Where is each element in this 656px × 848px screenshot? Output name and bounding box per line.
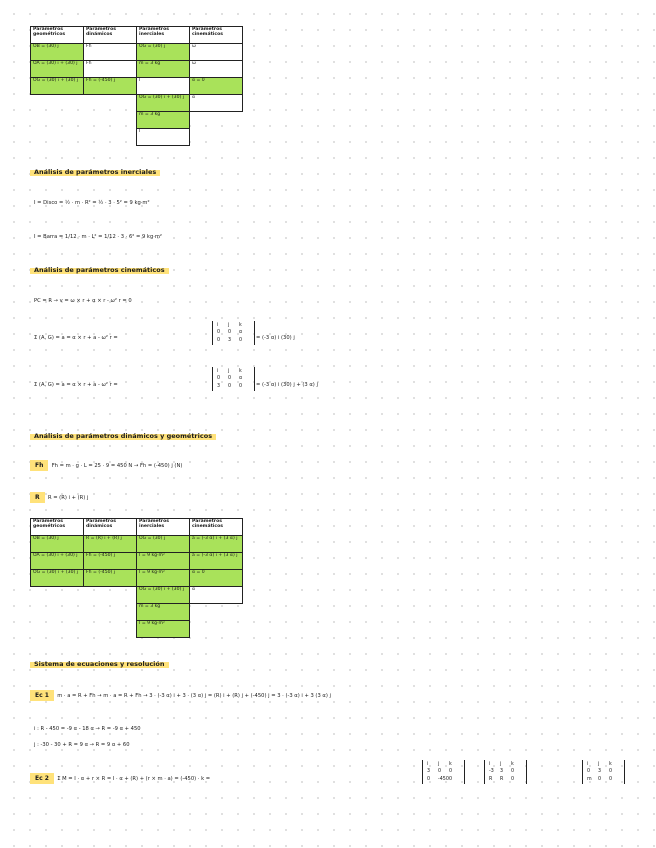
empty-cell xyxy=(31,604,84,621)
matrix-system-1: i j k 3 0 0 0 -4500 xyxy=(422,760,465,784)
table-cell: OB = (30) j xyxy=(31,536,84,553)
table-header: Parámetros geométricos xyxy=(31,519,84,536)
table-cell: OG = (30) i + (30) j xyxy=(31,78,84,95)
table-cell: I = 9 kg·m² xyxy=(137,553,190,570)
equation-system-1-text: m · a = R + Fh → m · a = R + Fh → 3 · (-3 α) i + 3 · (3 α) j = (R) i + (R) j + (-450) j = 3 · (-3 α) i + 3 (3 α) j xyxy=(57,693,331,699)
table-header: Parámetros dinámicos xyxy=(84,519,137,536)
section-title-kinematic: Análisis de parámetros cinemáticos xyxy=(30,264,169,276)
empty-cell xyxy=(190,112,243,129)
table-cell: OA = (30) i + (30) j xyxy=(31,553,84,570)
table-cell: OB = (30) j xyxy=(31,44,84,61)
equation-kinematic-2-result: = (-3 α) i (30) j xyxy=(256,335,295,341)
table-header: Parámetros geométricos xyxy=(31,27,84,44)
reaction-label: R xyxy=(30,492,45,503)
table-header: Parámetros dinámicos xyxy=(84,27,137,44)
table-cell: α = 0 xyxy=(190,78,243,95)
table-cell: a = (-3 α) i + (3 α) j xyxy=(190,536,243,553)
equation-i-component: i : R - 450 = -9 α - 18 α → R = -9 α + 450 xyxy=(34,726,141,732)
table-cell: a = (-3 α) i + (3 α) j xyxy=(190,553,243,570)
equation-system-2-text: Σ M = I · α + r × R = I · α + (R) + (r × m · a) = (-450) · k = xyxy=(57,776,211,782)
equation-1-label: Ec 1 xyxy=(30,690,54,701)
equation-inertial-1: I = Disco = ½ · m · R² = ½ · 3 · 5² = 9 kg·m² xyxy=(34,200,150,206)
table-cell: Fh = (-450) j xyxy=(84,570,137,587)
table-cell: ω xyxy=(190,44,243,61)
matrix-kinematic-2: i j k 0 0 α 0 3 0 xyxy=(212,321,255,345)
equation-dynamic-1-text: Fh = m · g · L = 25 · 9 = 450 N → Fh = (-450) j (N) xyxy=(51,463,183,469)
table-cell: Fh = (-450) j xyxy=(84,78,137,95)
table-header: Parámetros inerciales xyxy=(137,27,190,44)
table-cell: α = 0 xyxy=(190,570,243,587)
section-title-system: Sistema de ecuaciones y resolución xyxy=(30,658,169,670)
empty-cell xyxy=(31,112,84,129)
empty-cell xyxy=(84,604,137,621)
table-cell: OG = (30) j xyxy=(137,44,190,61)
table-cell: OG = (30) i + (30) j xyxy=(137,587,190,604)
table-cell: OA = (30) i + (30) j xyxy=(31,61,84,78)
matrix-system-2: i j k -3 3 0 R R 0 xyxy=(484,760,527,784)
table-cell: I = 9 kg·m² xyxy=(137,621,190,638)
empty-cell xyxy=(84,621,137,638)
table-cell: α xyxy=(190,587,243,604)
empty-cell xyxy=(84,95,137,112)
table-cell: I = 9 kg·m² xyxy=(137,570,190,587)
parameters-table-1 xyxy=(30,26,243,146)
parameters-table-2 xyxy=(30,518,243,638)
equation-kinematic-2: Σ (A, G) = a = α × r + a - ω² r = xyxy=(34,335,118,341)
equation-kinematic-3: Σ (A, G) = a = α × r + a - ω² r = xyxy=(34,382,118,388)
equation-inertial-2: I = Barra = 1/12 · m · L² = 1/12 · 3 · 6² = 9 kg·m² xyxy=(34,234,163,240)
force-label: Fh xyxy=(30,460,48,471)
table-cell: ω xyxy=(190,61,243,78)
empty-cell xyxy=(31,587,84,604)
table-cell: OG = (30) i + (30) j xyxy=(137,95,190,112)
section-title-dynamic: Análisis de parámetros dinámicos y geométricos xyxy=(30,430,216,442)
table-header: Parámetros cinemáticos xyxy=(190,27,243,44)
empty-cell xyxy=(190,129,243,146)
equation-2-label: Ec 2 xyxy=(30,773,54,784)
empty-cell xyxy=(84,112,137,129)
table-cell: m = 3 kg xyxy=(137,61,190,78)
table-cell: OG = (30) i + (30) j xyxy=(31,570,84,587)
empty-cell xyxy=(84,129,137,146)
empty-cell xyxy=(190,621,243,638)
table-header: Parámetros inerciales xyxy=(137,519,190,536)
equation-kinematic-3-result: = (-3 α) i (30) j + (3 α) j xyxy=(256,382,318,388)
equation-kinematic-1: PC = R → v = ω × r + α × r - ω² r = 0 xyxy=(34,298,132,304)
equation-dynamic-1 xyxy=(30,462,182,469)
matrix-system-3: i j k 0 3 0 m 0 0 xyxy=(582,760,625,784)
table-cell: OG = (30) j xyxy=(137,536,190,553)
equation-system-1 xyxy=(30,692,331,699)
empty-cell xyxy=(31,621,84,638)
equation-j-component: j : -30 - 30 + R = 9 α → R = 9 α + 60 xyxy=(34,742,130,748)
table-cell: α xyxy=(190,95,243,112)
empty-cell xyxy=(190,604,243,621)
table-cell: I xyxy=(137,78,190,95)
empty-cell xyxy=(31,129,84,146)
table-cell: m = 3 kg xyxy=(137,112,190,129)
section-title-inertial: Análisis de parámetros inerciales xyxy=(30,166,160,178)
equation-dynamic-2 xyxy=(30,494,88,501)
matrix-kinematic-3: i j k 0 0 α 3 0 0 xyxy=(212,367,255,391)
table-cell: I xyxy=(137,129,190,146)
empty-cell xyxy=(31,95,84,112)
equation-dynamic-2-text: R = (R) i + (R) j xyxy=(47,495,89,501)
table-header: Parámetros cinemáticos xyxy=(190,519,243,536)
table-cell: Fh = (-450) j xyxy=(84,553,137,570)
empty-cell xyxy=(84,587,137,604)
table-cell: R = (R) i + (R) j xyxy=(84,536,137,553)
table-cell: Fh xyxy=(84,61,137,78)
table-cell: Fh xyxy=(84,44,137,61)
table-cell: m = 3 kg xyxy=(137,604,190,621)
equation-system-2 xyxy=(30,775,210,782)
